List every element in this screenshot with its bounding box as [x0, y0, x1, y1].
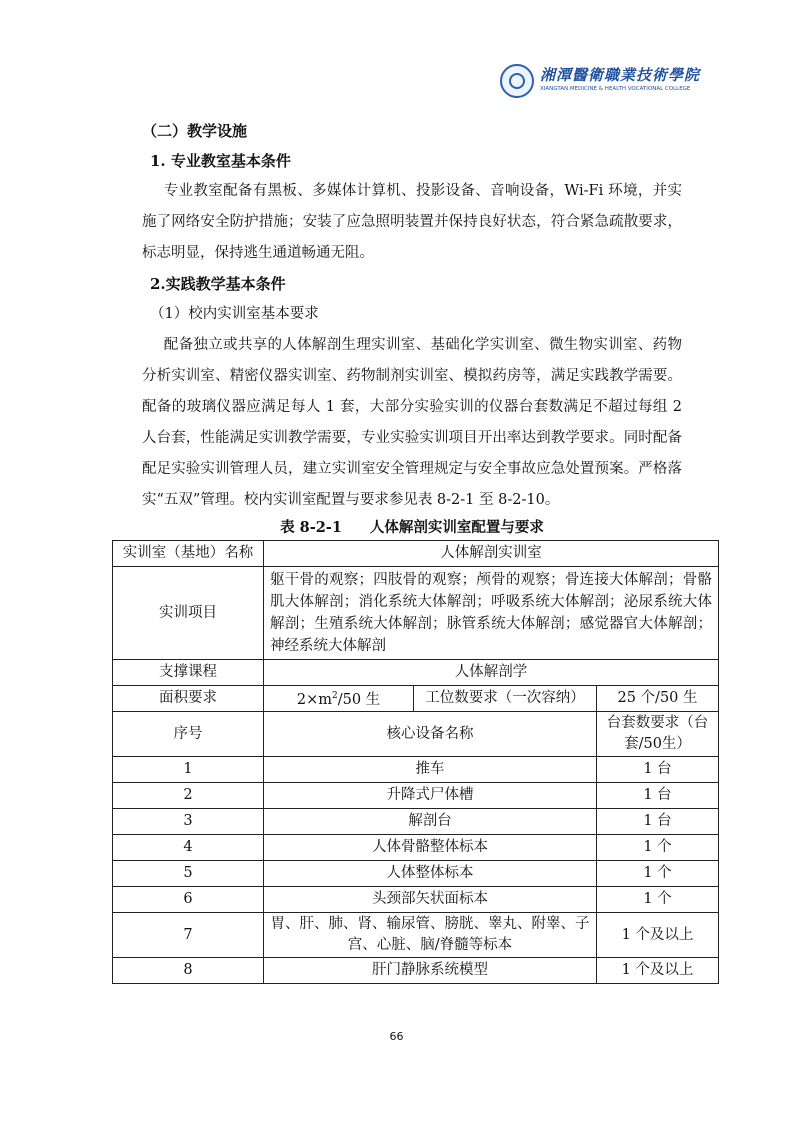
row-qty: 1 个 — [597, 887, 719, 913]
table-row — [113, 783, 719, 809]
row-equipment: 升降式尸体槽 — [264, 783, 597, 809]
course-label: 支撑课程 — [113, 660, 264, 686]
table-row — [113, 541, 719, 567]
row-equipment: 人体整体标本 — [264, 861, 597, 887]
row-seq: 7 — [113, 913, 264, 958]
row-qty: 1 台 — [597, 783, 719, 809]
subsection-2-text: 配备独立或共享的人体解剖生理实训室、基础化学实训室、微生物实训室、药物分析实训室、精密仪器实训室、药物制剂实训室、模拟药房等，满足实践教学需要。配备的玻璃仪器应满足每人 1 套，大部分实验实训的仪器台套数满足不超过每组 2 人台套，性能满足实训教学需要，专业实验实训项目开出率达到教学要求。同时配备配足实验实训管理人员，建立实训室安全管理规定与安全事故应急处置预案。严格落实“五双”管理。校内实训室配置与要求参见表 8-2-1 至 8-2-10。 — [142, 337, 682, 508]
area-label: 面积要求 — [113, 686, 264, 712]
row-equipment: 肝门静脉系统模型 — [264, 958, 597, 984]
row-seq: 2 — [113, 783, 264, 809]
table-row — [113, 686, 719, 712]
row-equipment: 人体骨骼整体标本 — [264, 835, 597, 861]
section-title: （二）教学设施 — [142, 122, 248, 140]
table-number: 表 8-2-1 — [280, 519, 342, 536]
row-seq: 1 — [113, 757, 264, 783]
table-row — [113, 887, 719, 913]
row-qty: 1 个及以上 — [597, 958, 719, 984]
table-header-row — [113, 712, 719, 757]
row-equipment: 解剖台 — [264, 809, 597, 835]
row-equipment: 头颈部矢状面标本 — [264, 887, 597, 913]
row-qty: 1 个及以上 — [597, 913, 719, 958]
row-qty: 1 台 — [597, 757, 719, 783]
table-row — [113, 809, 719, 835]
station-value: 25 个/50 生 — [597, 686, 719, 712]
row-qty: 1 个 — [597, 861, 719, 887]
college-seal-icon — [500, 64, 534, 98]
table-row — [113, 835, 719, 861]
col-seq-header: 序号 — [113, 712, 264, 757]
page-number: 66 — [389, 1030, 404, 1043]
project-value: 躯干骨的观察；四肢骨的观察；颅骨的观察；骨连接大体解剖；骨骼肌大体解剖；消化系统大体解剖；呼吸系统大体解剖；泌尿系统大体解剖；生殖系统大体解剖；脉管系统大体解剖；感觉器官大体解剖；神经系统大体解剖 — [264, 567, 719, 660]
room-value: 人体解剖实训室 — [264, 541, 719, 567]
row-seq: 5 — [113, 861, 264, 887]
col-name-header: 核心设备名称 — [264, 712, 597, 757]
table-title: 人体解剖实训室配置与要求 — [369, 519, 544, 536]
row-equipment: 胃、肝、肺、肾、输尿管、膀胱、睾丸、附睾、子宫、心脏、脑/脊髓等标本 — [264, 913, 597, 958]
col-qty-header: 台套数要求（台套/50生） — [597, 712, 719, 757]
row-qty: 1 个 — [597, 835, 719, 861]
course-value: 人体解剖学 — [264, 660, 719, 686]
subsection-1-text: 专业教室配备有黑板、多媒体计算机、投影设备、音响设备，Wi-Fi 环境，并实施了网络安全防护措施；安装了应急照明装置并保持良好状态，符合紧急疏散要求，标志明显，保持逃生通道畅通无阻。 — [142, 183, 682, 261]
project-label: 实训项目 — [113, 567, 264, 660]
body-content — [142, 116, 682, 516]
row-seq: 3 — [113, 809, 264, 835]
table-row — [113, 567, 719, 660]
room-label: 实训室（基地）名称 — [113, 541, 264, 567]
college-name-en: XIANGTAN MEDICINE & HEALTH VOCATIONAL COLLEGE — [540, 86, 691, 92]
row-qty: 1 台 — [597, 809, 719, 835]
table-row — [113, 913, 719, 958]
row-seq: 8 — [113, 958, 264, 984]
subsection-1-title: 1. 专业教室基本条件 — [150, 152, 291, 170]
area-value: $2\times m^2/50$ 生 — [264, 686, 414, 712]
station-label: 工位数要求（一次容纳） — [414, 686, 597, 712]
lab-config-table — [112, 540, 719, 984]
row-seq: 6 — [113, 887, 264, 913]
college-name-cn: 湘潭醫衛職業技術學院 — [540, 66, 701, 84]
table-row — [113, 660, 719, 686]
subsection-2-title: 2.实践教学基本条件 — [150, 275, 286, 293]
table-row — [113, 958, 719, 984]
row-equipment: 推车 — [264, 757, 597, 783]
table-row — [113, 861, 719, 887]
table-row — [113, 757, 719, 783]
row-seq: 4 — [113, 835, 264, 861]
college-logo — [500, 64, 700, 102]
table-caption — [142, 517, 682, 539]
subsection-2-item: （1）校内实训室基本要求 — [150, 306, 319, 322]
